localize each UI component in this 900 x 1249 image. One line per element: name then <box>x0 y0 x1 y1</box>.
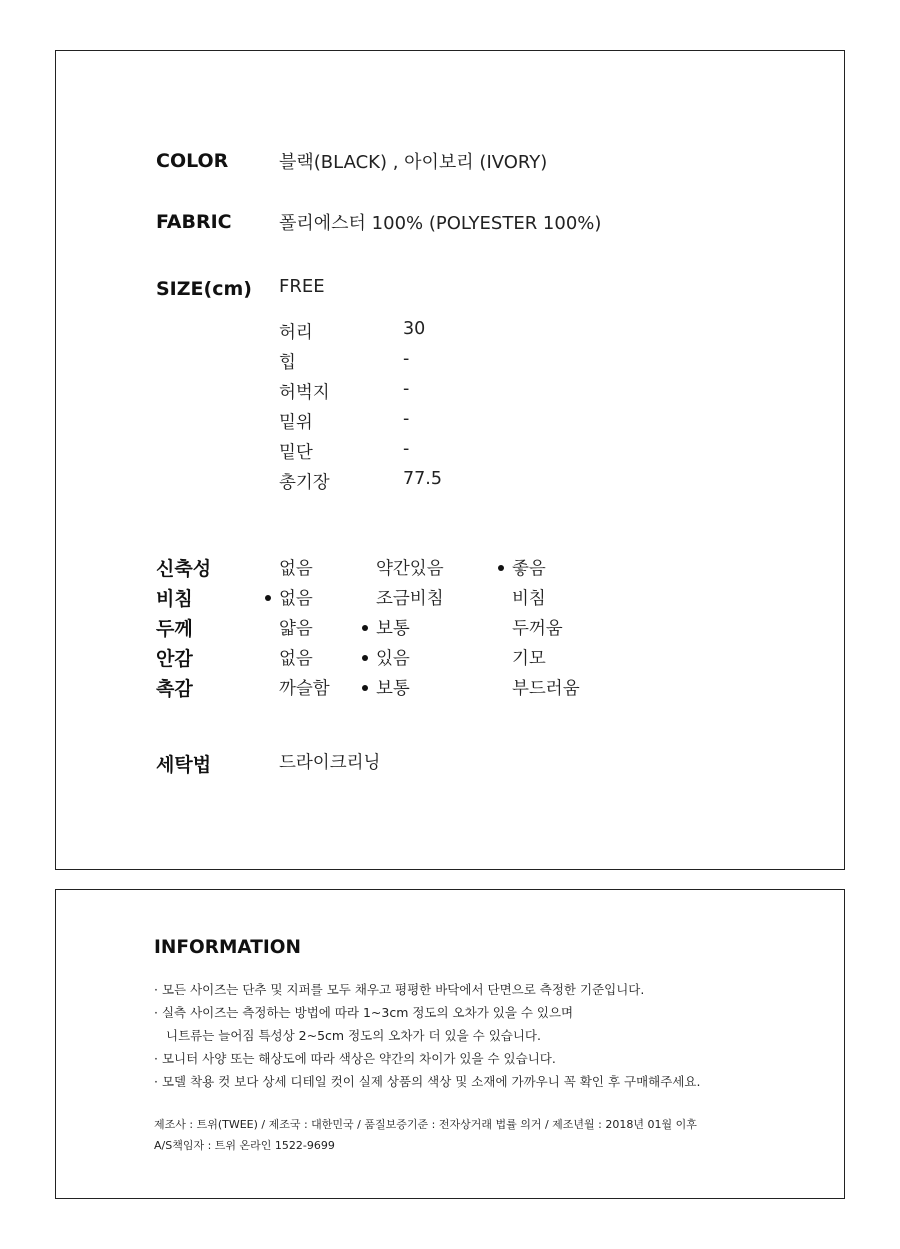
size-row-value: 30 <box>403 319 426 339</box>
attribute-option: 까슬함 <box>279 679 330 699</box>
size-row-value: - <box>403 349 410 369</box>
attribute-option: 비침 <box>512 589 546 609</box>
attribute-option: 보통 <box>376 619 410 639</box>
size-row-value: - <box>403 409 410 429</box>
attribute-option: 없음 <box>279 649 313 669</box>
attribute-option: 좋음 <box>512 559 546 579</box>
info-footer: A/S책임자 : 트위 온라인 1522-9699 <box>154 1139 335 1152</box>
size-row-name: 총기장 <box>279 473 330 493</box>
size-row-value: - <box>403 439 410 459</box>
size-row-value: 77.5 <box>403 469 442 489</box>
attribute-option: 부드러움 <box>512 679 580 699</box>
info-note: · 모니터 사양 또는 해상도에 따라 색상은 약간의 차이가 있을 수 있습니다. <box>154 1051 556 1066</box>
size-row-name: 힙 <box>279 353 296 373</box>
attribute-label: 비침 <box>156 588 193 610</box>
attribute-option: 얇음 <box>279 619 313 639</box>
size-label: SIZE(cm) <box>156 278 252 300</box>
info-note: · 모델 착용 컷 보다 상세 디테일 컷이 실제 상품의 색상 및 소재에 가까우니 꼭 확인 후 구매해주세요. <box>154 1074 701 1089</box>
size-value: FREE <box>279 276 325 297</box>
product-spec-panel <box>55 50 845 870</box>
info-footer: 제조사 : 트위(TWEE) / 제조국 : 대한민국 / 품질보증기준 : 전자상거래 법률 의거 / 제조년월 : 2018년 01월 이후 <box>154 1118 697 1131</box>
attribute-option: 조금비침 <box>376 589 444 609</box>
attribute-option: 없음 <box>279 559 313 579</box>
information-panel <box>55 889 845 1199</box>
attribute-option: 있음 <box>376 649 410 669</box>
color-value: 블랙(BLACK) , 아이보리 (IVORY) <box>279 152 548 173</box>
info-note: · 모든 사이즈는 단추 및 지퍼를 모두 채우고 평평한 바닥에서 단면으로 측정한 기준입니다. <box>154 982 645 997</box>
attribute-option: 없음 <box>279 589 313 609</box>
selected-dot-icon <box>362 655 368 661</box>
selected-dot-icon <box>362 685 368 691</box>
size-row-value: - <box>403 379 410 399</box>
selected-dot-icon <box>265 595 271 601</box>
wash-value: 드라이크리닝 <box>279 753 381 773</box>
attribute-option: 보통 <box>376 679 410 699</box>
info-note: 니트류는 늘어짐 특성상 2~5cm 정도의 오차가 더 있을 수 있습니다. <box>166 1028 541 1043</box>
attribute-label: 신축성 <box>156 558 212 580</box>
size-row-name: 허리 <box>279 323 313 343</box>
wash-label: 세탁법 <box>156 754 212 776</box>
attribute-option: 약간있음 <box>376 559 444 579</box>
attribute-option: 두꺼움 <box>512 619 563 639</box>
size-row-name: 밑단 <box>279 443 313 463</box>
attribute-label: 안감 <box>156 648 193 670</box>
fabric-value: 폴리에스터 100% (POLYESTER 100%) <box>279 213 602 234</box>
information-title: INFORMATION <box>154 937 301 958</box>
size-row-name: 허벅지 <box>279 383 330 403</box>
attribute-option: 기모 <box>512 649 546 669</box>
selected-dot-icon <box>362 625 368 631</box>
info-note: · 실측 사이즈는 측정하는 방법에 따라 1~3cm 정도의 오차가 있을 수 있으며 <box>154 1005 574 1020</box>
fabric-label: FABRIC <box>156 211 232 233</box>
attribute-label: 촉감 <box>156 678 193 700</box>
color-label: COLOR <box>156 150 229 172</box>
selected-dot-icon <box>498 565 504 571</box>
size-row-name: 밑위 <box>279 413 313 433</box>
attribute-label: 두께 <box>156 618 193 640</box>
